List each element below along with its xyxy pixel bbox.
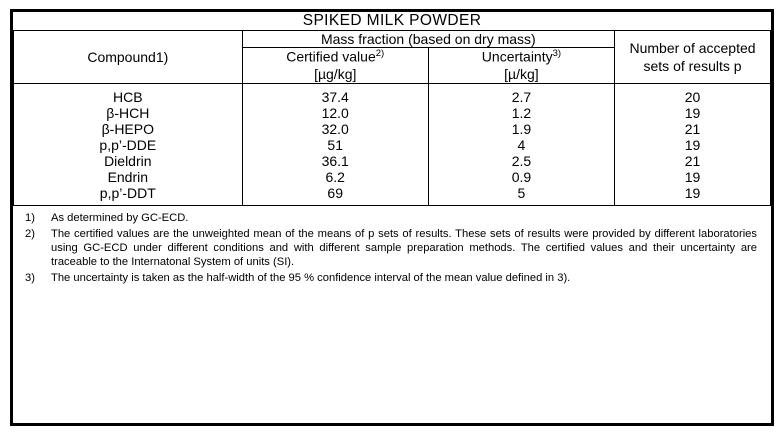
footnote-3-text: The uncertainty is taken as the half-width of the 95 % confidence interval of the mean value defined in 3). — [51, 272, 571, 285]
header-compound — [14, 31, 243, 84]
cell-certified: 37.4 — [242, 83, 428, 105]
table-row — [14, 83, 771, 105]
footnote-2 — [23, 227, 759, 269]
header-certified-units: [µg/kg] — [314, 65, 357, 82]
table-row — [14, 153, 771, 169]
footnote-2-number: 2) — [25, 227, 35, 240]
header-certified-label: Certified value — [286, 48, 376, 65]
header-compound-label: Compound — [87, 48, 156, 65]
cell-compound: β-HEPO — [14, 121, 243, 137]
cell-sets: 19 — [615, 105, 771, 121]
page-title: SPIKED MILK POWDER — [14, 12, 771, 31]
header-number-sets: Number of accepted sets of results p — [615, 31, 771, 84]
header-uncertainty-footnote-ref: 3) — [552, 48, 562, 59]
table-row — [14, 137, 771, 153]
cell-certified: 12.0 — [242, 105, 428, 121]
header-uncertainty — [428, 48, 614, 84]
header-certified-value — [242, 48, 428, 84]
header-compound-footnote-ref: 1) — [155, 48, 169, 65]
cell-compound: p,p’-DDE — [14, 137, 243, 153]
header-mass-fraction: Mass fraction (based on dry mass) — [242, 31, 614, 48]
footnotes — [13, 206, 771, 292]
header-certified-footnote-ref: 2) — [375, 48, 385, 59]
cell-compound: β-HCH — [14, 105, 243, 121]
table-row — [14, 121, 771, 137]
cell-compound: Dieldrin — [14, 153, 243, 169]
table-row — [14, 169, 771, 185]
table-frame — [10, 9, 774, 426]
cell-uncertainty: 1.2 — [428, 105, 614, 121]
cell-certified: 6.2 — [242, 169, 428, 185]
cell-certified: 69 — [242, 185, 428, 206]
cell-sets: 21 — [615, 153, 771, 169]
footnote-3-number: 3) — [25, 272, 35, 285]
cell-sets: 21 — [615, 121, 771, 137]
cell-compound: Endrin — [14, 169, 243, 185]
cell-compound: p,p’-DDT — [14, 185, 243, 206]
header-row-1 — [14, 31, 771, 48]
cell-sets: 20 — [615, 83, 771, 105]
cell-sets: 19 — [615, 169, 771, 185]
title-row — [14, 12, 771, 31]
table-row — [14, 185, 771, 206]
footnote-1-number: 1) — [25, 211, 35, 224]
footnote-1-text: As determined by GC-ECD. — [51, 211, 189, 224]
cell-sets: 19 — [615, 137, 771, 153]
cell-uncertainty: 2.5 — [428, 153, 614, 169]
table-row — [14, 105, 771, 121]
footnote-3 — [23, 271, 759, 285]
cell-certified: 51 — [242, 137, 428, 153]
header-uncertainty-units: [µ/kg] — [504, 65, 539, 82]
cell-sets: 19 — [615, 185, 771, 206]
cell-certified: 32.0 — [242, 121, 428, 137]
cell-uncertainty: 4 — [428, 137, 614, 153]
cell-uncertainty: 0.9 — [428, 169, 614, 185]
footnote-1 — [23, 211, 759, 225]
cell-certified: 36.1 — [242, 153, 428, 169]
cell-compound: HCB — [14, 83, 243, 105]
header-uncertainty-label: Uncertainty — [481, 48, 553, 65]
certified-values-table — [13, 12, 771, 206]
cell-uncertainty: 2.7 — [428, 83, 614, 105]
cell-uncertainty: 5 — [428, 185, 614, 206]
footnote-2-text: The certified values are the unweighted mean of the means of p sets of results. These sets of results were provided by different laboratories using GC-ECD under different conditions and with different sample preparation methods. The certified values and their uncertainty are traceable to the Internatonal System of units (SI). — [51, 227, 757, 269]
cell-uncertainty: 1.9 — [428, 121, 614, 137]
